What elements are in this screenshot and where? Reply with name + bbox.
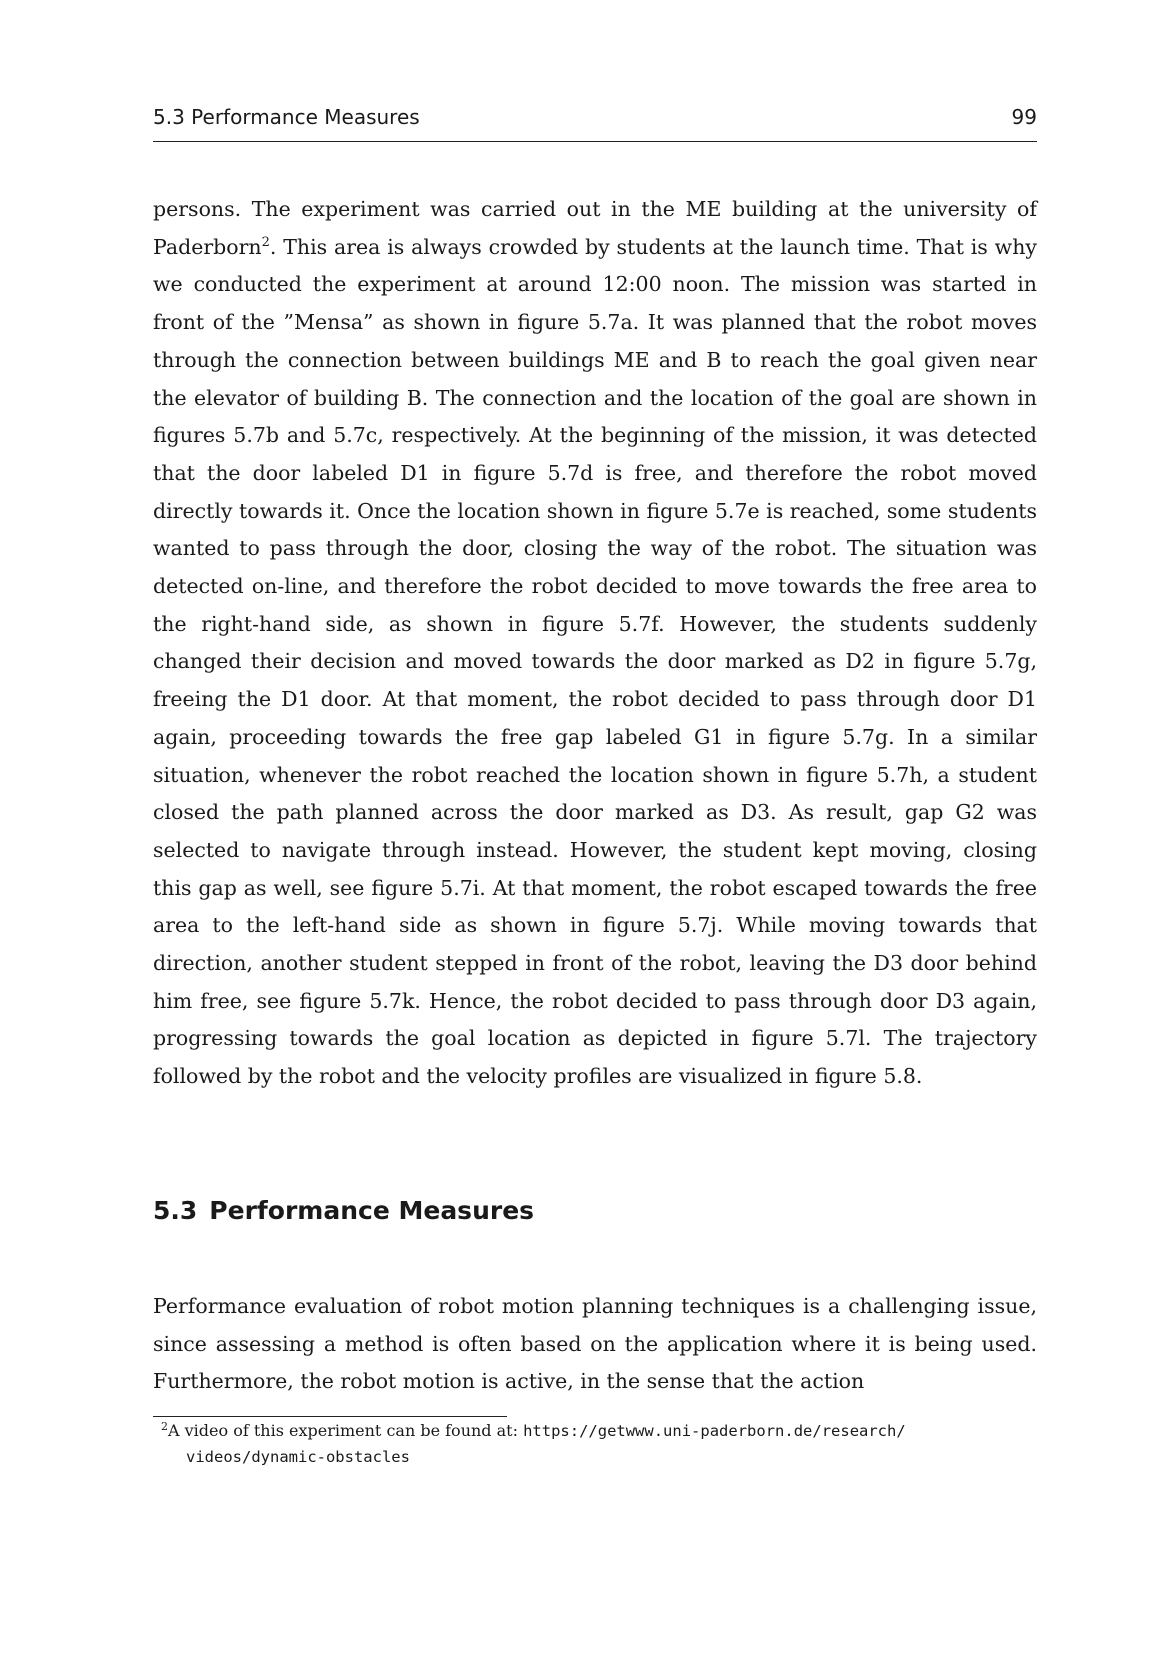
body-paragraph-performance: Performance evaluation of robot motion planning techniques is a challenging issue, since assessing a method is often based on the application where it is being used. Furthermore, the robot motion is active, in the sense that the action xyxy=(153,1294,1037,1394)
footnote-url-part2[interactable]: videos/dynamic-obstacles xyxy=(186,1448,410,1466)
body-paragraph-experiment xyxy=(153,191,1037,1096)
section-number: 5.3 xyxy=(153,1196,198,1225)
page-number: 99 xyxy=(1011,105,1037,129)
header-section-title: 5.3 Performance Measures xyxy=(153,105,420,129)
footnote-number: 2 xyxy=(161,1419,168,1433)
footnote xyxy=(153,1418,1037,1470)
footnote-url-part1[interactable]: https://getwww.uni-paderborn.de/research/ xyxy=(523,1422,906,1440)
paragraph-text: . This area is always crowded by students at the launch time. That is why we conducted the experiment at around 12:00 noon. The mission was started in front of the ”Mensa” as shown in figure 5.7a. It was planned that the robot moves through the connection between buildings ME and B to reach the goal given near the elevator of building B. The connection and the location of the goal are shown in figures 5.7b and 5.7c, respectively. At the beginning of the mission, it was detected that the door labeled D1 in figure 5.7d is free, and therefore the robot moved directly towards it. Once the location shown in figure 5.7e is reached, some students wanted to pass through the door, closing the way of the robot. The situation was detected on-line, and therefore the robot decided to move towards the free area to the right-hand side, as shown in figure 5.7f. However, the students suddenly changed their decision and moved towards the door marked as D2 in figure 5.7g, freeing the D1 door. At that moment, the robot decided to pass through door D1 again, proceeding towards the free gap labeled G1 in figure 5.7g. In a similar situation, whenever the robot reached the location shown in figure 5.7h, a student closed the path planned across the door marked as D3. As result, gap G2 was selected to navigate through instead. However, the student kept moving, closing this gap as well, see figure 5.7i. At that moment, the robot escaped towards the free area to the left-hand side as shown in figure 5.7j. While moving towards that direction, another student stepped in front of the robot, leaving the D3 door behind him free, see figure 5.7k. Hence, the robot decided to pass through door D3 again, progressing towards the goal location as depicted in figure 5.7l. The trajectory followed by the robot and the velocity profiles are visualized in figure 5.8. xyxy=(153,234,1037,1089)
section-heading xyxy=(153,1196,534,1225)
footnote-text: A video of this experiment can be found at: xyxy=(168,1421,524,1440)
running-header xyxy=(153,101,1037,142)
section-title: Performance Measures xyxy=(209,1196,535,1225)
footnote-line-1 xyxy=(153,1418,1037,1444)
paragraph-text: persons. The experiment was carried out in the ME building at the university of Paderborn xyxy=(153,197,1037,259)
footnote-line-2 xyxy=(153,1444,1037,1470)
footnote-reference[interactable]: 2 xyxy=(261,234,270,250)
footnote-divider xyxy=(153,1416,507,1417)
